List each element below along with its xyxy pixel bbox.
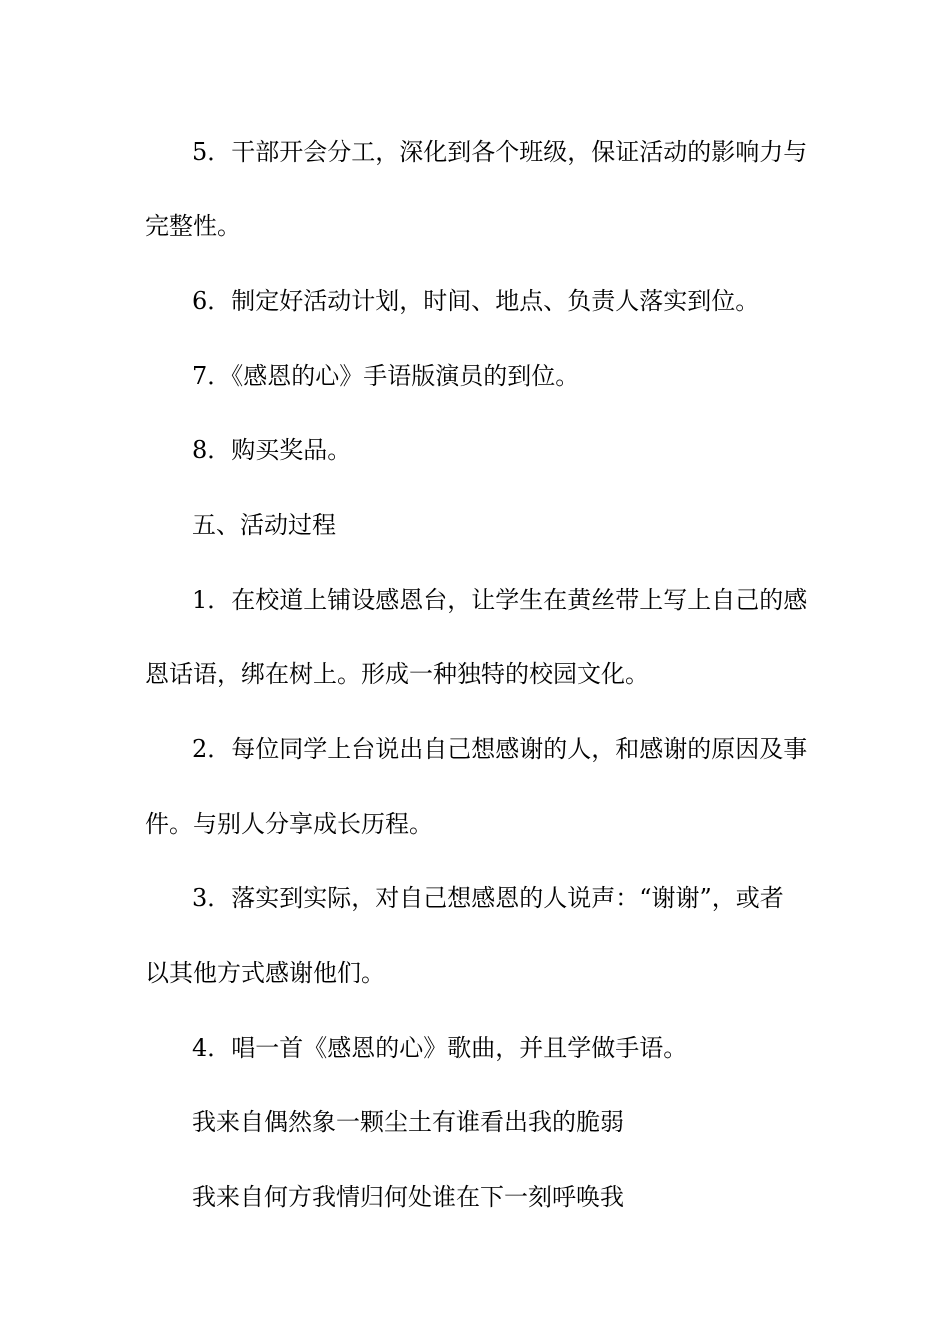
paragraph-step-3-line-2: 以其他方式感谢他们。 <box>145 959 385 987</box>
paragraph-item-6: 6．制定好活动计划，时间、地点、负责人落实到位。 <box>192 287 760 315</box>
paragraph-item-5-line-1: 5．干部开会分工，深化到各个班级，保证活动的影响力与 <box>192 138 808 166</box>
section-heading-activity-process: 五、活动过程 <box>192 511 336 539</box>
paragraph-step-2-line-2: 件。与别人分享成长历程。 <box>145 810 433 838</box>
paragraph-step-3-line-1: 3．落实到实际，对自己想感恩的人说声：“谢谢”，或者 <box>192 884 784 912</box>
paragraph-item-5-line-2: 完整性。 <box>145 212 241 240</box>
paragraph-step-4: 4．唱一首《感恩的心》歌曲，并且学做手语。 <box>192 1034 688 1062</box>
paragraph-step-1-line-2: 恩话语，绑在树上。形成一种独特的校园文化。 <box>145 660 649 688</box>
lyric-line-1: 我来自偶然象一颗尘土有谁看出我的脆弱 <box>192 1108 624 1136</box>
paragraph-item-7: 7．《感恩的心》手语版演员的到位。 <box>192 362 580 390</box>
paragraph-item-8: 8．购买奖品。 <box>192 436 352 464</box>
lyric-line-2: 我来自何方我情归何处谁在下一刻呼唤我 <box>192 1183 624 1211</box>
paragraph-step-2-line-1: 2．每位同学上台说出自己想感谢的人，和感谢的原因及事 <box>192 735 808 763</box>
paragraph-step-1-line-1: 1．在校道上铺设感恩台，让学生在黄丝带上写上自己的感 <box>192 586 808 614</box>
